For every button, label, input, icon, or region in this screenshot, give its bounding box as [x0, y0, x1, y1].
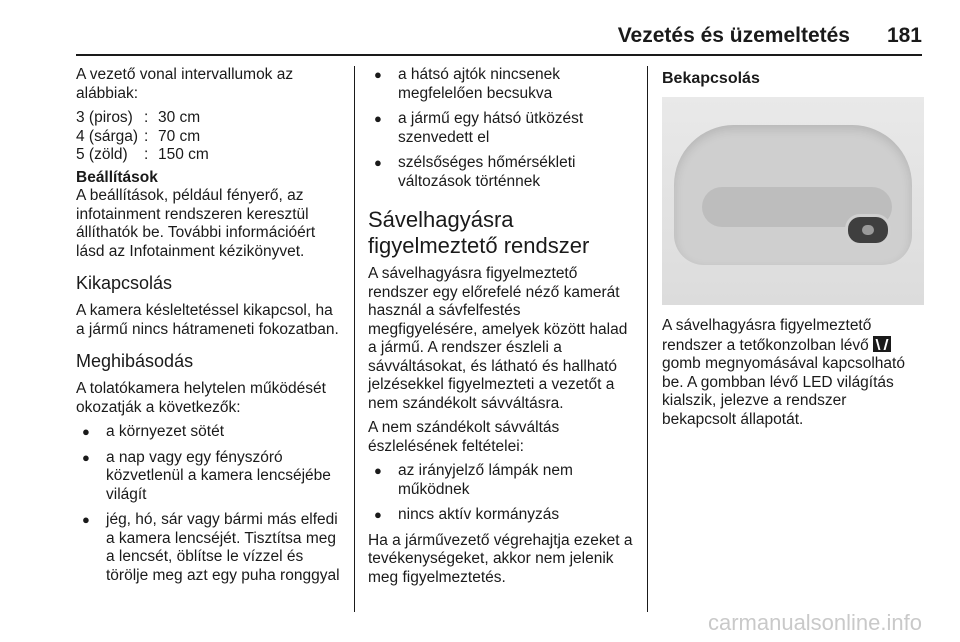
- list-item: ● a környezet sötét: [76, 423, 344, 442]
- fault-list: [76, 423, 344, 585]
- interval-row: [76, 109, 344, 128]
- interval-sep: :: [144, 127, 149, 145]
- conditions-list: [368, 462, 634, 525]
- interval-label: 5 (zöld): [76, 146, 128, 163]
- list-item: ● szélsőséges hőmérsékleti változások történnek: [368, 154, 634, 191]
- interval-label: 3 (piros): [76, 109, 133, 126]
- fault-heading: Meghibásodás: [76, 351, 194, 371]
- interval-value: 30 cm: [158, 109, 201, 126]
- intervals-intro: A vezető vonal intervallumok az alábbiak:: [76, 66, 294, 102]
- led-indicator: [862, 225, 874, 235]
- interval-label: 4 (sárga): [76, 127, 139, 145]
- conditions-intro: A nem szándékolt sávváltás észlelésének feltételei:: [368, 419, 560, 455]
- interval-row: [76, 146, 344, 165]
- column-divider: [647, 66, 648, 612]
- fault-list-continued: [368, 66, 634, 191]
- interval-sep: :: [144, 109, 149, 126]
- activation-heading: Bekapcsolás: [662, 70, 760, 87]
- page-title: Vezetés és üzemeltetés: [617, 24, 850, 47]
- list-item: ● nincs aktív kormányzás: [368, 506, 634, 525]
- settings-text: A beállítások, például fényerő, az infotainment rendszeren keresztül állíthatók be. További információért lásd az Infotainment kézikönyvet.: [76, 187, 316, 260]
- interval-sep: :: [144, 146, 149, 163]
- settings-heading: Beállítások: [76, 168, 158, 186]
- section-heading: Sávelhagyásra figyelmeztető rendszer: [368, 207, 590, 258]
- column-1: [76, 66, 344, 592]
- lane-departure-button: [848, 217, 888, 243]
- page-number: 181: [886, 24, 922, 47]
- page-header: [0, 0, 960, 56]
- list-item: ● a jármű egy hátsó ütközést szenvedett el: [368, 110, 634, 147]
- lane-departure-icon: [873, 336, 891, 352]
- intervals-list: [76, 109, 344, 165]
- activation-text-after: gomb megnyomásával kapcsolható be. A gombban lévő LED világítás kialszik, jelezve a rendszer bekapcsolt állapotát.: [662, 355, 905, 428]
- column-divider: [354, 66, 355, 612]
- column-2: [368, 66, 634, 593]
- list-item: ● a hátsó ajtók nincsenek megfelelően becsukva: [368, 66, 634, 103]
- fault-intro: A tolatókamera helytelen működését okozatják a következők:: [76, 380, 326, 416]
- activation-text: [662, 317, 924, 429]
- off-heading: Kikapcsolás: [76, 273, 173, 293]
- list-item: ● jég, hó, sár vagy bármi más elfedi a kamera lencséjét. Tisztítsa meg a lencsét, öblítse le vízzel és törölje meg azt egy puha ronggyal: [76, 511, 344, 585]
- interval-value: 70 cm: [158, 127, 201, 145]
- list-item: ● az irányjelző lámpák nem működnek: [368, 462, 634, 499]
- column-3: [662, 66, 924, 435]
- off-text: A kamera késleltetéssel kikapcsol, ha a jármű nincs hátrameneti fokozatban.: [76, 302, 339, 338]
- overhead-console-photo: [662, 97, 924, 305]
- interval-value: 150 cm: [158, 146, 209, 163]
- watermark: carmanualsonline.info: [707, 610, 922, 635]
- list-item: ● a nap vagy egy fényszóró közvetlenül a kamera lencséjébe világít: [76, 449, 344, 505]
- header-rule: [76, 54, 922, 56]
- section-text: A sávelhagyásra figyelmeztető rendszer egy előrefelé néző kamerát használ a sávfelfestés megfigyelésére, amelyek között halad a jármű. A rendszer észleli a sávváltásokat, és látható és hallható jelzésekkel figyelmezteti a vezetőt a nem szándékolt sávváltásra.: [368, 265, 628, 412]
- interval-row: [76, 128, 344, 147]
- closing-text: Ha a járművezető végrehajtja ezeket a tevékenységeket, akkor nem jelenik meg figyelmeztetés.: [368, 531, 633, 586]
- activation-text-before: A sávelhagyásra figyelmeztető rendszer a tetőkonzolban lévő: [662, 317, 872, 354]
